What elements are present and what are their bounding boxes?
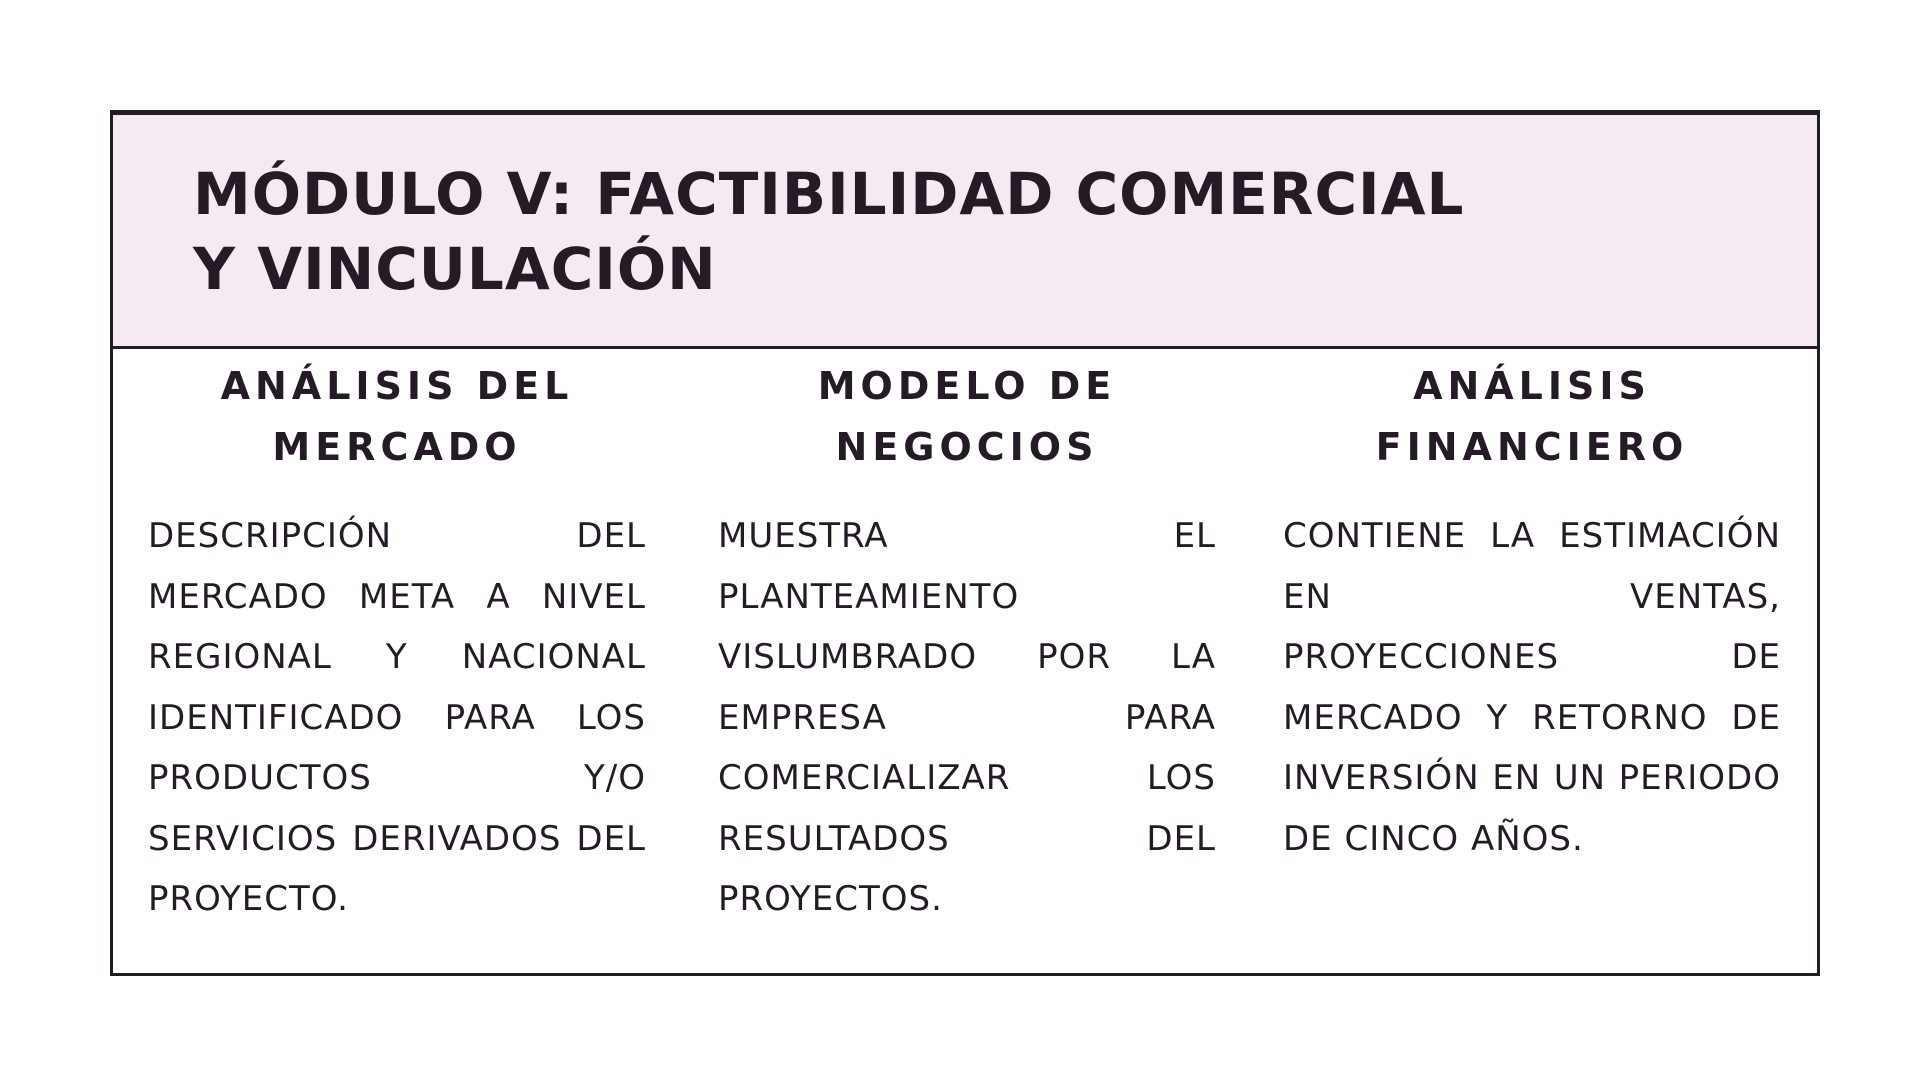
- module-header: [113, 113, 1817, 349]
- column-description: MUESTRA EL PLANTEAMIENTO VISLUMBRADO POR LA EMPRESA PARA COMERCIALIZAR LOS RESULTADOS DEL PROYECTOS.: [718, 516, 1216, 919]
- column-heading: ANÁLISIS FINANCIERO: [1375, 364, 1689, 469]
- column-business-model: [718, 356, 1216, 930]
- column-description: DESCRIPCIÓN DEL MERCADO META A NIVEL REGIONAL Y NACIONAL IDENTIFICADO PARA LOS PRODUCTOS Y/O SERVICIOS DERIVADOS DEL PROYECTO.: [148, 516, 646, 919]
- column-description: CONTIENE LA ESTIMACIÓN EN VENTAS, PROYECCIONES DE MERCADO Y RETORNO DE INVERSIÓN EN UN PERIODO DE CINCO AÑOS.: [1283, 516, 1781, 859]
- module-title: MÓDULO V: FACTIBILIDAD COMERCIAL Y VINCULACIÓN: [193, 160, 1465, 303]
- column-market-analysis: [148, 356, 646, 930]
- column-heading: ANÁLISIS DEL MERCADO: [220, 364, 574, 469]
- module-card: [110, 110, 1820, 976]
- column-heading: MODELO DE NEGOCIOS: [817, 364, 1117, 469]
- column-financial-analysis: [1283, 356, 1781, 869]
